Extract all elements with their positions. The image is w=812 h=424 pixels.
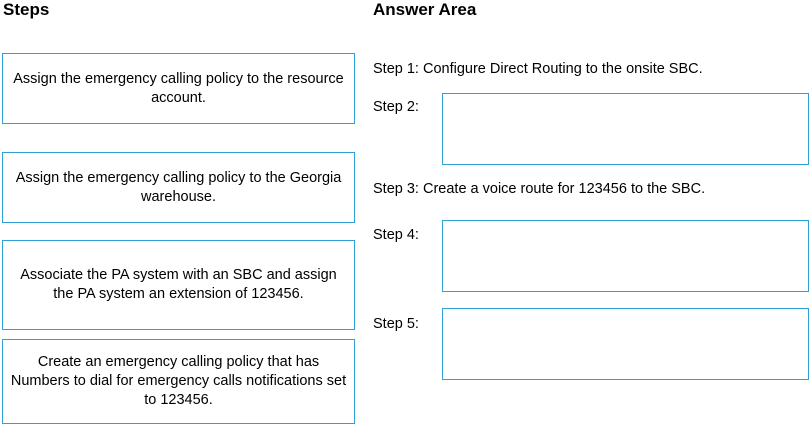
step-option-1-label: Assign the emergency calling policy to the resource account. bbox=[13, 70, 344, 106]
step-option-4[interactable] bbox=[2, 339, 355, 424]
answer-row-3 bbox=[373, 180, 705, 199]
step-option-2[interactable] bbox=[2, 152, 355, 223]
steps-column bbox=[0, 0, 360, 424]
answer-row-3-label: Step 3: bbox=[373, 181, 419, 197]
answer-row-4-label: Step 4: bbox=[373, 227, 419, 243]
answer-row-1-label: Step 1: bbox=[373, 61, 419, 77]
answer-area-column bbox=[373, 0, 812, 424]
answer-row-3-text: Create a voice route for 123456 to the SBC. bbox=[422, 181, 706, 197]
answer-row-1-text: Configure Direct Routing to the onsite SBC. bbox=[422, 61, 703, 77]
answer-drop-target-5[interactable] bbox=[442, 308, 809, 380]
step-option-1[interactable] bbox=[2, 53, 355, 124]
answer-row-5-label: Step 5: bbox=[373, 316, 419, 332]
step-option-4-label: Create an emergency calling policy that has Numbers to dial for emergency calls notifications set to 123456. bbox=[10, 354, 347, 408]
answer-drop-target-4[interactable] bbox=[442, 220, 809, 292]
step-option-3[interactable] bbox=[2, 240, 355, 330]
answer-row-1 bbox=[373, 60, 703, 79]
answer-row-2-label: Step 2: bbox=[373, 99, 419, 115]
step-option-2-label: Assign the emergency calling policy to the Georgia warehouse. bbox=[15, 169, 342, 205]
answer-area-title: Answer Area bbox=[373, 0, 477, 19]
step-option-3-label: Associate the PA system with an SBC and assign the PA system an extension of 123456. bbox=[20, 267, 337, 302]
answer-drop-target-2[interactable] bbox=[442, 93, 809, 165]
steps-title: Steps bbox=[3, 0, 50, 19]
